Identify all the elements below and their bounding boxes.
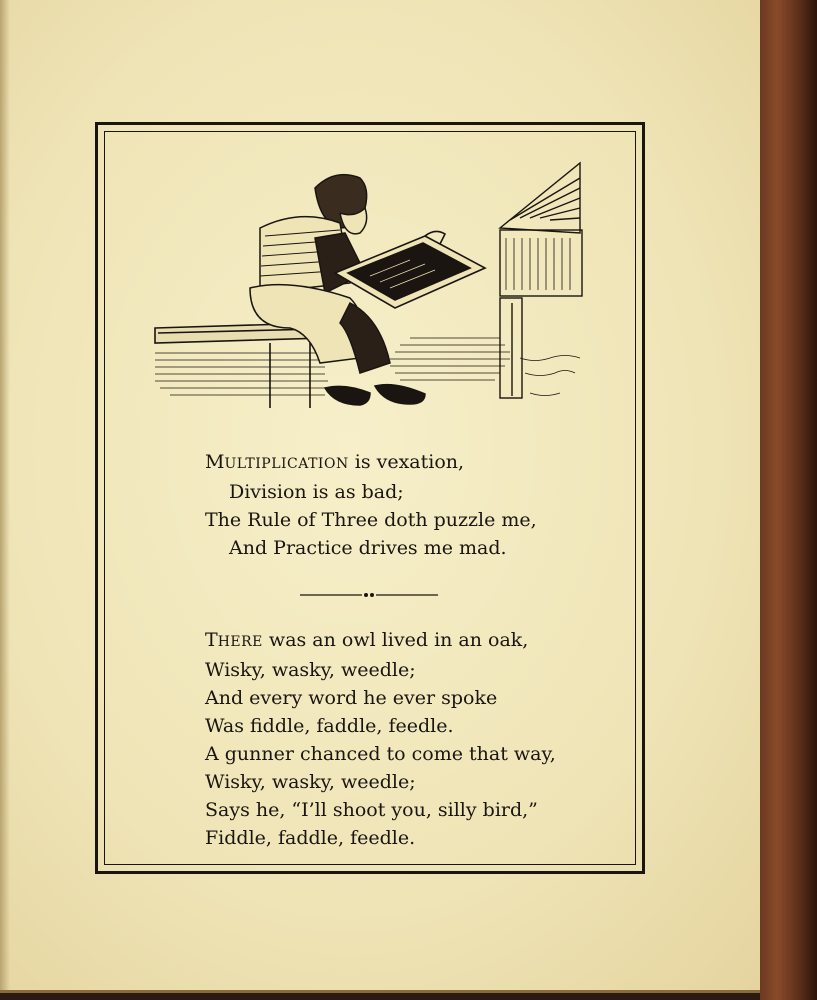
woodcut-illustration-boy-with-slate [150,158,590,438]
poem-line: Wisky, wasky, weedle; [205,659,416,681]
small-caps-initial: M [205,451,225,473]
poem-line: Fiddle, faddle, feedle. [205,827,416,849]
small-caps-initial: T [205,629,218,651]
poem-line: The Rule of Three doth puzzle me, [205,509,537,531]
small-caps-word: ULTIPLICATION [224,456,349,472]
ornamental-divider [300,591,438,599]
poem-line: A gunner chanced to come that way, [205,743,556,765]
poem-owl-in-oak [205,626,556,852]
desk [500,163,582,398]
poem-multiplication [205,448,537,562]
slate [335,231,485,308]
poem-line [205,448,537,478]
poem-line: Division is as bad; [229,481,404,503]
poem-line-text: was an owl lived in an oak, [262,629,529,651]
poem-line: And Practice drives me mad. [229,537,507,559]
poem-line: Was fiddle, faddle, feedle. [205,715,454,737]
book-cover-edge [760,0,817,1000]
poem-line [205,626,556,656]
poem-line: And every word he ever spoke [205,687,498,709]
poem-line: Wisky, wasky, weedle; [205,771,416,793]
page-gutter-shadow [0,0,10,990]
poem-line-text: is vexation, [348,451,465,473]
poem-line: Says he, “I’ll shoot you, silly bird,” [205,799,538,821]
small-caps-word: HERE [217,634,263,650]
